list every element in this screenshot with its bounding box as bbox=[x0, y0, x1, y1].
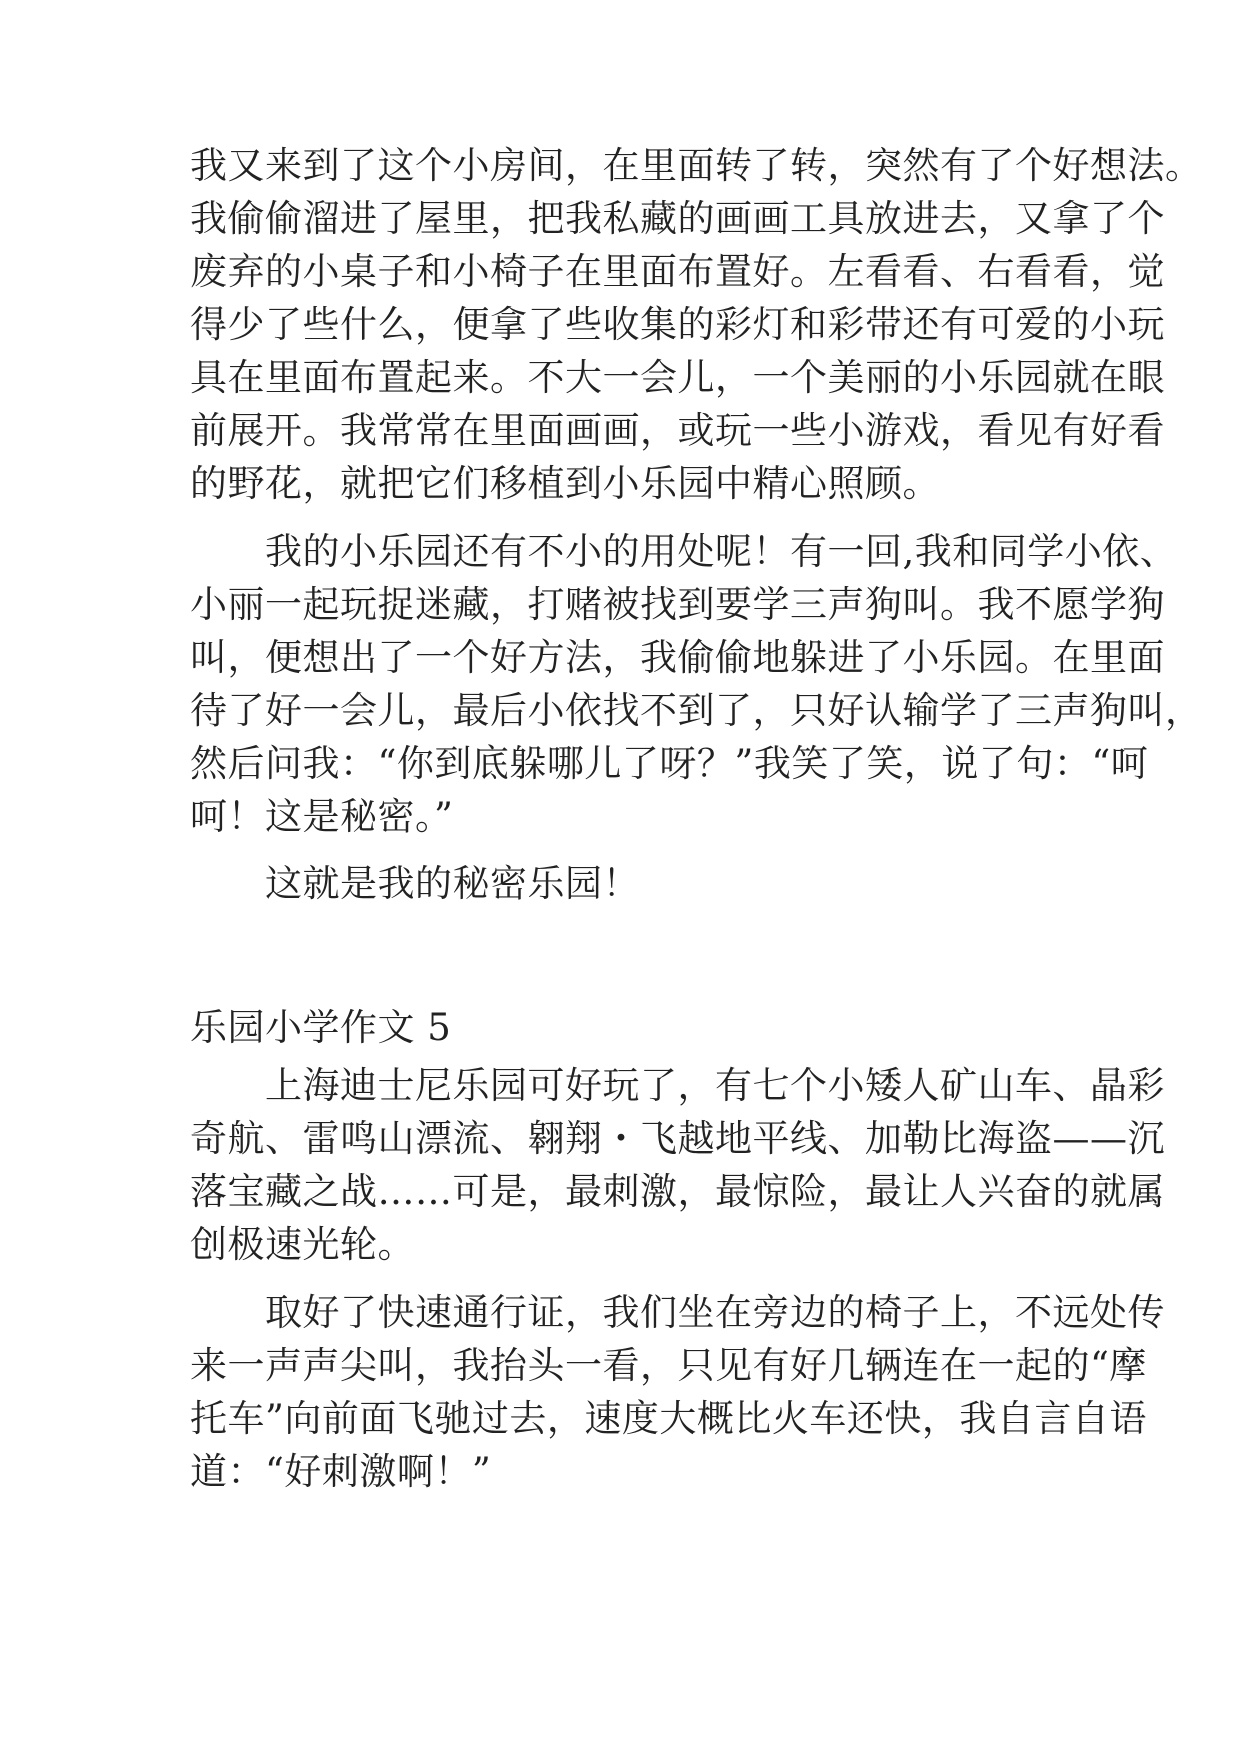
paragraph-line: 这就是我的秘密乐园！ bbox=[190, 862, 640, 905]
paragraph-line: 然后问我：“你到底躲哪儿了呀？”我笑了笑，说了句：“呵 bbox=[190, 742, 1149, 785]
paragraph-line: 待了好一会儿，最后小依找不到了，只好认输学了三声狗叫， bbox=[190, 689, 1203, 732]
paragraph-line: 奇航、雷鸣山漂流、翱翔・飞越地平线、加勒比海盗——沉 bbox=[190, 1117, 1165, 1160]
paragraph-line: 叫，便想出了一个好方法，我偷偷地躲进了小乐园。在里面 bbox=[190, 636, 1165, 679]
paragraph-line: 道：“好刺激啊！” bbox=[190, 1450, 492, 1493]
paragraph-line: 我的小乐园还有不小的用处呢！有一回,我和同学小依、 bbox=[190, 530, 1178, 573]
paragraph-line: 我偷偷溜进了屋里，把我私藏的画画工具放进去，又拿了个 bbox=[190, 197, 1165, 240]
paragraph-line: 小丽一起玩捉迷藏，打赌被找到要学三声狗叫。我不愿学狗 bbox=[190, 583, 1165, 626]
section-heading: 乐园小学作文 5 bbox=[190, 1006, 452, 1049]
paragraph-line: 废弃的小桌子和小椅子在里面布置好。左看看、右看看，觉 bbox=[190, 250, 1165, 293]
paragraph-line: 上海迪士尼乐园可好玩了，有七个小矮人矿山车、晶彩 bbox=[190, 1064, 1165, 1107]
paragraph-line: 创极速光轮。 bbox=[190, 1223, 415, 1266]
paragraph-line: 得少了些什么，便拿了些收集的彩灯和彩带还有可爱的小玩 bbox=[190, 303, 1165, 346]
paragraph-line: 具在里面布置起来。不大一会儿，一个美丽的小乐园就在眼 bbox=[190, 356, 1165, 399]
paragraph-line: 来一声声尖叫，我抬头一看，只见有好几辆连在一起的“摩 bbox=[190, 1344, 1147, 1387]
paragraph-line: 呵！这是秘密。” bbox=[190, 795, 454, 838]
paragraph-line: 前展开。我常常在里面画画，或玩一些小游戏，看见有好看 bbox=[190, 409, 1165, 452]
paragraph-line: 托车”向前面飞驰过去，速度大概比火车还快，我自言自语 bbox=[190, 1397, 1147, 1440]
paragraph-line: 的野花，就把它们移植到小乐园中精心照顾。 bbox=[190, 462, 940, 505]
paragraph-line: 我又来到了这个小房间，在里面转了转，突然有了个好想法。 bbox=[190, 144, 1203, 187]
paragraph-line: 取好了快速通行证，我们坐在旁边的椅子上，不远处传 bbox=[190, 1291, 1165, 1334]
paragraph-line: 落宝藏之战……可是，最刺激，最惊险，最让人兴奋的就属 bbox=[190, 1170, 1165, 1213]
